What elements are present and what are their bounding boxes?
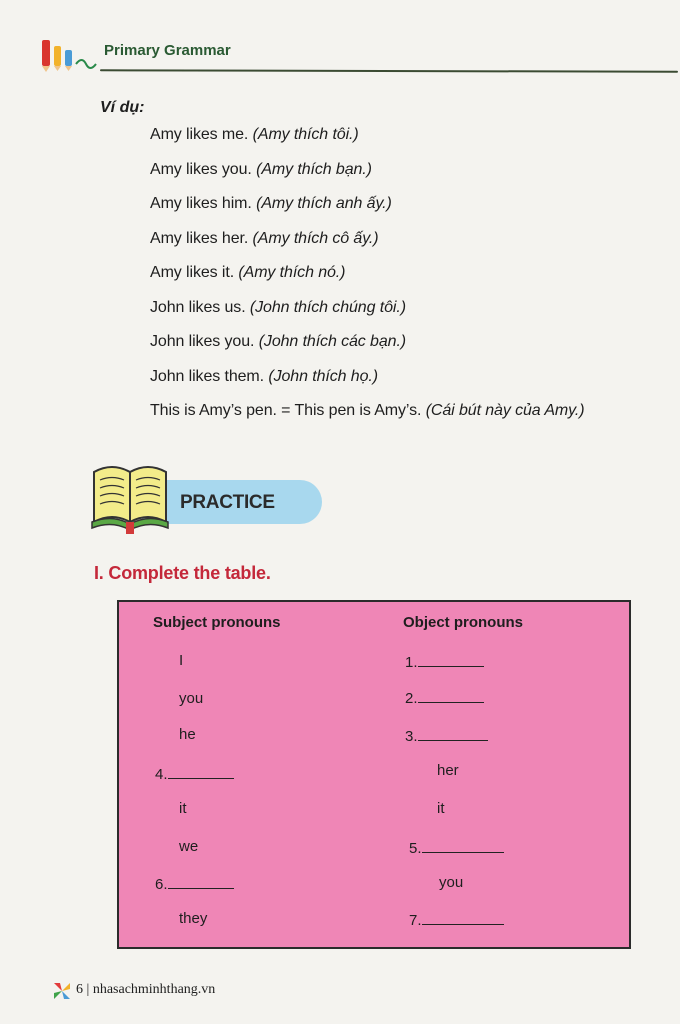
example-en: Amy likes it.: [150, 264, 235, 281]
example-line: [150, 126, 584, 161]
blank-number: 2.: [405, 690, 418, 707]
object-header: Object pronouns: [403, 614, 523, 631]
subject-cell: [155, 874, 234, 893]
example-vi: (John thích các bạn.): [258, 333, 407, 350]
example-en: John likes them.: [150, 367, 265, 385]
example-vi: (Amy thích cô ấy.): [252, 229, 379, 247]
example-line: [150, 368, 584, 403]
answer-blank[interactable]: [168, 874, 234, 889]
page-header: [38, 34, 644, 80]
subject-cell: it: [179, 800, 187, 817]
example-line: [150, 264, 584, 299]
example-line: [150, 161, 584, 196]
example-en: This is Amy’s pen. = This pen is Amy’s.: [150, 402, 422, 419]
example-en: John likes us.: [150, 298, 246, 316]
blank-number: 7.: [409, 912, 422, 929]
pronoun-table: [117, 600, 631, 949]
series-title: Primary Grammar: [104, 42, 231, 59]
example-en: Amy likes me.: [150, 126, 249, 143]
subject-cell: [155, 764, 234, 783]
open-book-icon: [88, 458, 172, 536]
blank-number: 1.: [405, 654, 418, 671]
example-vi: (Amy thích nó.): [238, 264, 346, 281]
example-en: John likes you.: [150, 333, 255, 350]
example-line: [150, 230, 584, 265]
example-line: [150, 195, 584, 230]
object-cell: her: [437, 762, 459, 779]
object-cell: [405, 688, 484, 707]
exercise-title: I. Complete the table.: [94, 563, 271, 583]
page-number: 6: [76, 982, 83, 997]
example-vi: (Cái bút này của Amy.): [425, 402, 585, 419]
footer-text: [76, 982, 215, 998]
object-cell: it: [437, 800, 445, 817]
object-cell: [409, 838, 504, 857]
subject-cell: I: [179, 652, 184, 669]
practice-label: PRACTICE: [180, 492, 275, 513]
example-vi: (Amy thích anh ấy.): [256, 195, 392, 212]
object-cell: [405, 652, 484, 671]
blank-number: 4.: [155, 766, 168, 783]
answer-blank[interactable]: [418, 652, 484, 667]
example-vi: (John thích họ.): [268, 367, 378, 385]
object-cell: [409, 910, 504, 929]
answer-blank[interactable]: [422, 838, 504, 853]
header-divider: [100, 69, 678, 73]
subject-cell: he: [179, 726, 196, 743]
answer-blank[interactable]: [168, 764, 234, 779]
blank-number: 5.: [409, 840, 422, 857]
answer-blank[interactable]: [422, 910, 504, 925]
examples-list: [150, 126, 584, 437]
object-cell: you: [439, 874, 464, 891]
subject-cell: they: [179, 910, 208, 927]
blank-number: 3.: [405, 728, 418, 745]
practice-banner: [88, 458, 324, 536]
subject-header: Subject pronouns: [153, 614, 281, 631]
footer-separator: |: [86, 982, 90, 997]
example-vi: (Amy thích tôi.): [252, 126, 359, 143]
example-vi: (Amy thích bạn.): [256, 160, 372, 178]
blank-number: 6.: [155, 876, 168, 893]
answer-blank[interactable]: [418, 688, 484, 703]
subject-cell: you: [179, 690, 204, 707]
example-vi: (John thích chúng tôi.): [249, 298, 406, 316]
example-line: [150, 299, 584, 334]
example-en: Amy likes him.: [150, 195, 252, 212]
answer-blank[interactable]: [418, 726, 488, 741]
object-cell: [405, 726, 488, 745]
example-line: [150, 333, 584, 368]
pencils-icon: [38, 34, 98, 74]
subject-cell: we: [179, 838, 199, 855]
publisher-logo-icon: [52, 981, 72, 1001]
publisher-website: nhasachminhthang.vn: [92, 982, 216, 997]
example-line: [150, 402, 584, 437]
examples-heading: Ví dụ:: [100, 99, 145, 116]
example-en: Amy likes her.: [150, 229, 249, 247]
example-en: Amy likes you.: [150, 160, 252, 178]
